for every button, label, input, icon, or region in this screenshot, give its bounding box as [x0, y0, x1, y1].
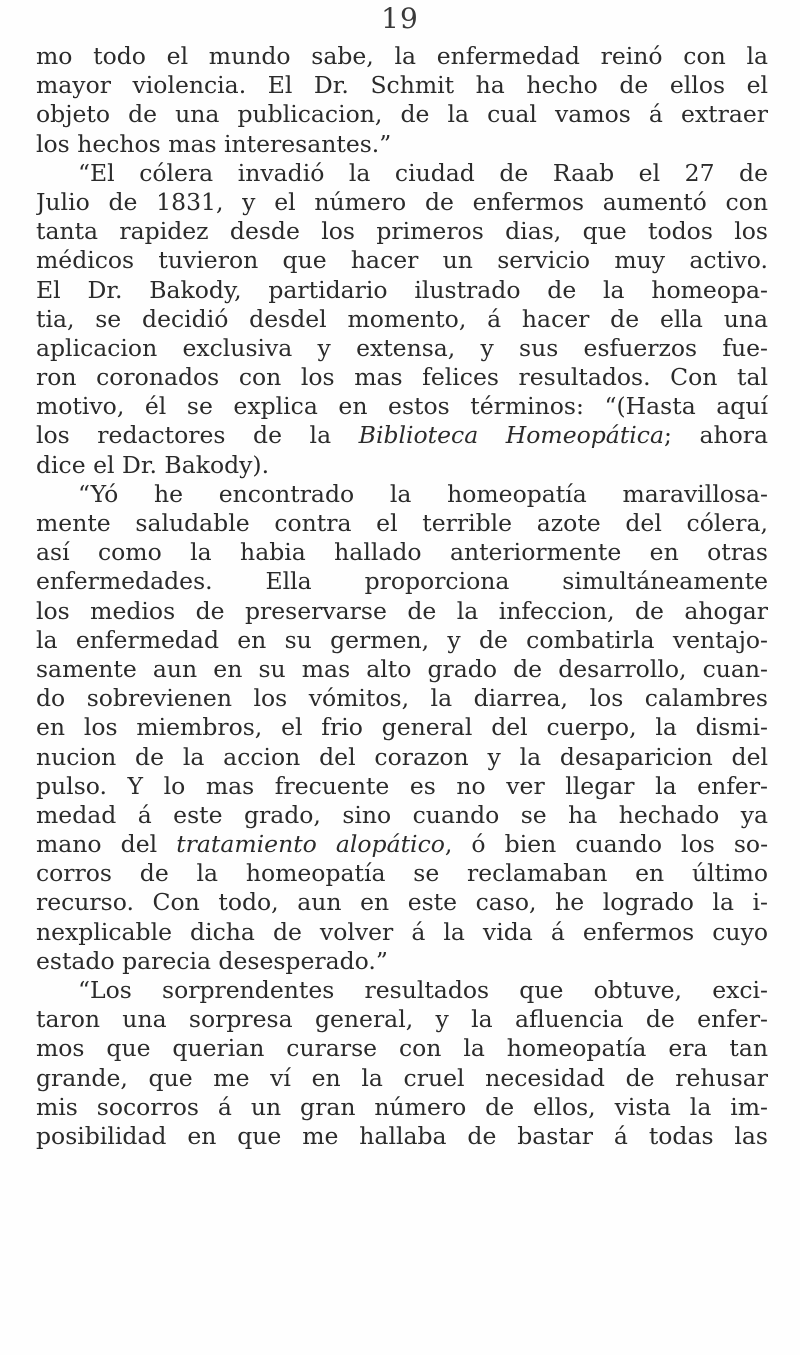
text-line: grande, que me ví en la cruel necesidad de rehusar — [36, 1063, 768, 1092]
text-line: estado parecia desesperado.” — [36, 946, 388, 975]
italic-title: tratamiento alopático — [176, 830, 445, 859]
text-segment: ; ahora — [663, 421, 768, 450]
text-line: corros de la homeopatía se reclamaban en último — [36, 859, 768, 888]
text-segment: , ó bien cuando los so- — [444, 830, 768, 859]
text-line: objeto de una publicacion, de la cual vamos á extraer — [36, 100, 768, 129]
text-segment: mano del — [36, 830, 177, 859]
text-line: “Los sorprendentes resultados que obtuve, exci- — [78, 976, 768, 1004]
text-line: dice el Dr. Bakody). — [36, 450, 270, 479]
text-line: aplicacion exclusiva y extensa, y sus esfuerzos fue- — [36, 333, 768, 362]
italic-title: Biblioteca Homeopática — [358, 421, 664, 450]
text-line: taron una sorpresa general, y la afluencia de enfer- — [36, 1005, 768, 1034]
text-line: tanta rapidez desde los primeros dias, que todos los — [36, 217, 768, 246]
text-line: enfermedades. Ella proporciona simultáneamente — [36, 567, 768, 596]
text-line: motivo, él se explica en estos términos: “(Hasta aquí — [36, 392, 768, 421]
text-line: la enfermedad en su germen, y de combatirla ventajo- — [36, 625, 768, 654]
text-line: “El cólera invadió la ciudad de Raab el 27 de — [78, 158, 768, 187]
text-line: mayor violencia. El Dr. Schmit ha hecho de ellos el — [36, 71, 768, 100]
text-line: en los miembros, el frio general del cuerpo, la dismi- — [36, 713, 768, 742]
text-line: samente aun en su mas alto grado de desarrollo, cuan- — [36, 654, 768, 683]
text-line: nucion de la accion del corazon y la desaparicion del — [36, 742, 768, 771]
text-line: mo todo el mundo sabe, la enfermedad reinó con la — [36, 42, 768, 70]
text-line: los hechos mas interesantes.” — [36, 129, 392, 158]
page-number: 19 — [381, 2, 419, 35]
text-line: así como la habia hallado anteriormente en otras — [36, 538, 768, 567]
text-line — [36, 830, 768, 859]
text-line: médicos tuvieron que hacer un servicio muy activo. — [36, 246, 768, 275]
text-line: “Yó he encontrado la homeopatía maravillosa- — [78, 479, 768, 508]
text-line — [36, 421, 768, 450]
text-line: medad á este grado, sino cuando se ha hechado ya — [36, 800, 768, 829]
text-line: los medios de preservarse de la infeccion, de ahogar — [36, 596, 768, 625]
text-line: mente saludable contra el terrible azote del cólera, — [36, 509, 768, 537]
text-line: nexplicable dicha de volver á la vida á enfermos cuyo — [36, 917, 768, 946]
text-line: posibilidad en que me hallaba de bastar á todas las — [36, 1121, 768, 1150]
text-line: tia, se decidió desdel momento, á hacer de ella una — [36, 304, 768, 333]
text-line: recurso. Con todo, aun en este caso, he logrado la i- — [36, 888, 768, 917]
text-segment: los redactores de la — [36, 421, 359, 450]
body-text — [36, 42, 768, 1151]
text-line: ron coronados con los mas felices resultados. Con tal — [36, 363, 768, 392]
text-line: do sobrevienen los vómitos, la diarrea, los calambres — [36, 684, 768, 713]
text-line: Julio de 1831, y el número de enfermos aumentó con — [36, 187, 768, 216]
text-line: mos que querian curarse con la homeopatía era tan — [36, 1034, 768, 1063]
text-line: El Dr. Bakody, partidario ilustrado de la homeopa- — [36, 275, 768, 304]
text-line: pulso. Y lo mas frecuente es no ver llegar la enfer- — [36, 771, 768, 800]
text-line: mis socorros á un gran número de ellos, vista la im- — [36, 1092, 768, 1121]
